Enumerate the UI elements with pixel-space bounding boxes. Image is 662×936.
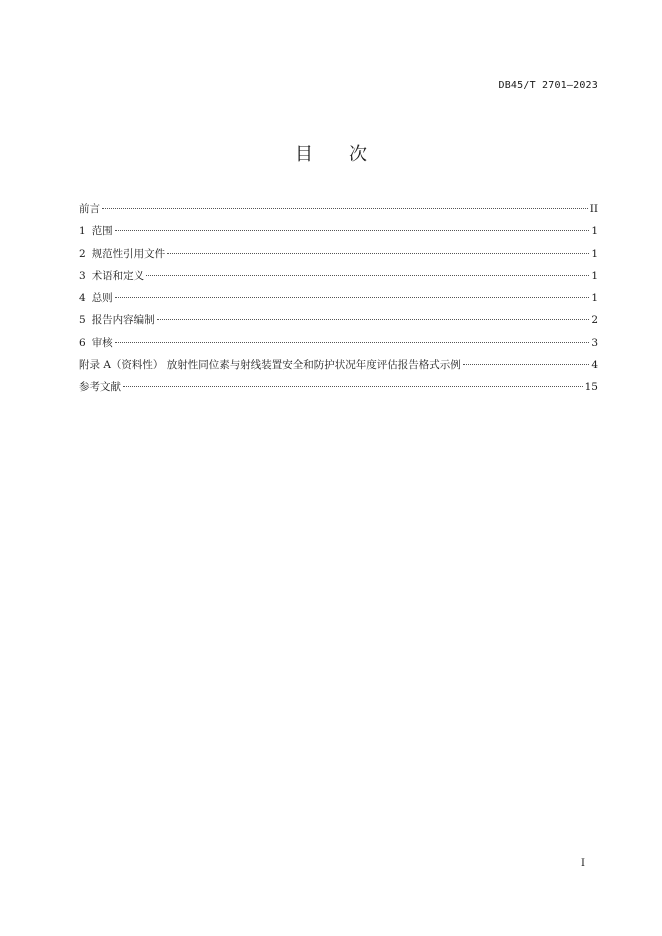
toc-entry-page: 2 [591,314,598,327]
toc-entry-page: II [589,203,598,215]
toc-entry-label: 5 报告内容编制 [79,314,155,327]
toc-entry-label: 参考文献 [79,381,121,394]
dot-leader [102,208,588,209]
toc-entry-label: 6 审核 [79,336,113,349]
toc-entry-terms-definitions[interactable] [79,268,598,290]
toc-entry-review[interactable] [79,335,598,357]
toc-entry-label: 前言 [79,203,100,215]
page-number: I [581,858,585,869]
dot-leader [115,297,590,298]
dot-leader [463,364,590,365]
dot-leader [123,386,583,387]
table-of-contents [79,201,598,402]
document-code: DB45/T 2701—2023 [498,80,598,91]
toc-entry-appendix-a[interactable] [79,357,598,379]
toc-entry-report-content[interactable] [79,312,598,334]
toc-entry-page: 3 [591,336,598,349]
toc-entry-page: 1 [591,225,598,238]
dot-leader [157,319,590,320]
toc-entry-label: 3 术语和定义 [79,269,145,282]
toc-entry-page: 1 [591,269,598,282]
dot-leader [146,275,589,276]
toc-entry-page: 4 [591,359,598,372]
toc-entry-label: 4 总则 [79,292,113,305]
toc-entry-label: 2 规范性引用文件 [79,247,166,260]
toc-entry-page: 1 [591,292,598,305]
toc-entry-page: 15 [584,381,598,394]
dot-leader [167,253,589,254]
dot-leader [115,230,590,231]
toc-entry-label: 附录 A（资料性） 放射性同位素与射线装置安全和防护状况年度评估报告格式示例 [79,359,461,372]
toc-entry-foreword[interactable] [79,201,598,223]
dot-leader [115,342,590,343]
toc-entry-scope[interactable] [79,223,598,245]
toc-entry-general[interactable] [79,290,598,312]
toc-title: 目次 [295,144,403,165]
toc-entry-label: 1 范围 [79,225,113,238]
toc-entry-bibliography[interactable] [79,379,598,401]
toc-entry-normative-references[interactable] [79,246,598,268]
toc-entry-page: 1 [591,247,598,260]
